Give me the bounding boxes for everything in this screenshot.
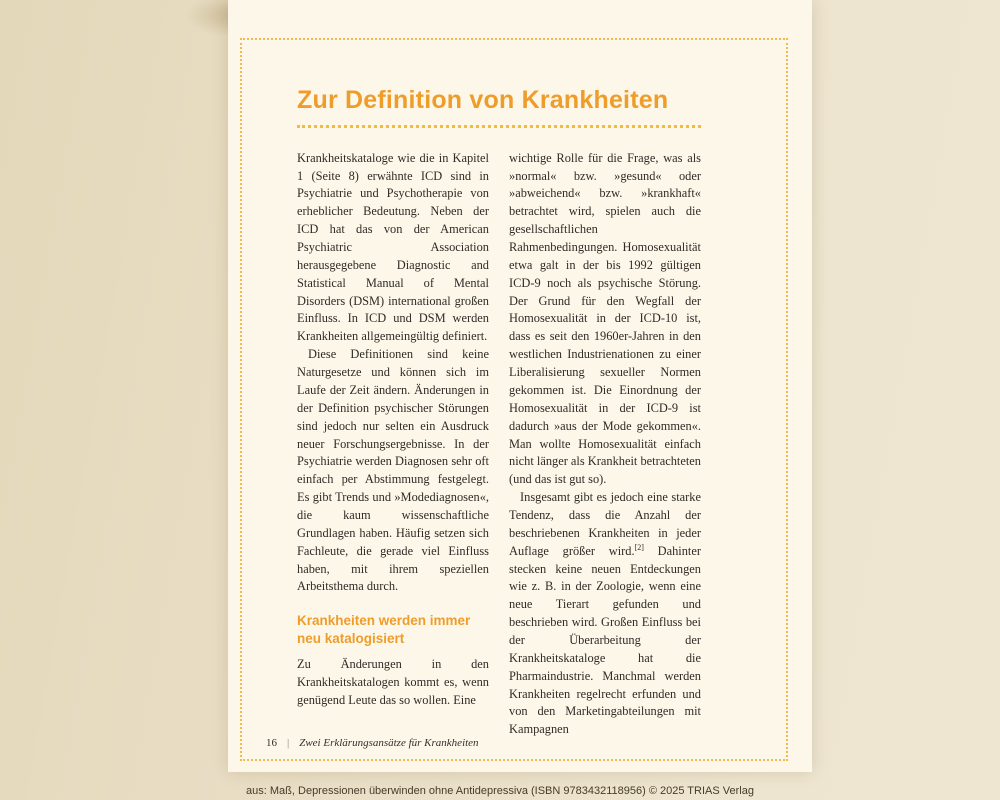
title-dotted-rule (297, 125, 701, 128)
right-column (509, 150, 701, 739)
paragraph: Zu Änderungen in den Krankheitskatalogen kommt es, wenn genügend Leute das so wollen. Eine (297, 657, 489, 708)
text-columns (297, 150, 701, 739)
page-number: 16 (266, 737, 277, 749)
paragraph: wichtige Rolle für die Frage, was als »normal« bzw. »gesund« oder »abweichend« bzw. »krankhaft« betrachtet wird, spielen auch die gesellschaftlichen Rahmenbedingungen. Homosexualität etwa galt in der bis 1992 gültigen ICD-9 noch als psychische Störung. Der Grund für den Wegfall der Homosexualität in der ICD-10 ist, dass es seit den 1960er-Jahren in den westlichen Industrienationen zu einer Liberalisierung sexueller Normen gekommen ist. Die Einordnung der Homosexualität in der ICD-9 ist dadurch »aus der Mode gekommen«. Man wollte Homosexualität einfach nicht länger als Krankheit betrachteten (und das ist gut so). (509, 150, 701, 487)
section-subheading: Krankheiten werden immer neu katalogisiert (297, 613, 471, 646)
paragraph-with-footnote (509, 489, 701, 739)
paragraph: Diese Definitionen sind keine Naturgesetze und können sich im Laufe der Zeit ändern. Änderungen in der Definition psychischer Störungen sind jedoch nur selten ein Ausdruck neuer Forschungsergebnisse. In der Psychiatrie werden Diagnosen sehr oft einfach per Abstimmung festgelegt. Es gibt Trends und »Modediagnosen«, die kaum wissenschaftliche Grundlagen haben. Häufig setzen sich Fachleute, die gerade viel Einfluss haben, mit ihrem speziellen Arbeitsthema durch. (297, 347, 489, 594)
paragraph-text: Dahinter stecken keine neuen Entdeckungen wie z. B. in der Zoologie, wenn eine neue Tierart gefunden und beschrieben wird. Großen Einfluss bei der Überarbeitung der Krankheitskataloge hat die Pharmaindustrie. Manchmal werden Krankheiten regelrecht erfunden und von den Marketingabteilungen mit Kampagnen (509, 543, 701, 737)
paragraph-text: Insgesamt gibt es jedoch eine starke Tendenz, dass die Anzahl der beschriebenen Krankheiten in jeder Auflage größer wird. (509, 490, 701, 558)
dotted-border-frame (240, 38, 788, 761)
left-column (297, 150, 489, 739)
paragraph: Krankheitskataloge wie die in Kapitel 1 (Seite 8) erwähnte ICD sind in Psychiatrie und Psychotherapie von erheblicher Bedeutung. Neben der ICD hat das von der American Psychiatric Association herausgegebene Diagnostic and Statistical Manual of Mental Disorders (DSM) international großen Einfluss. In ICD und DSM werden Krankheiten allgemeingültig definiert. (297, 150, 489, 344)
chapter-title: Zwei Erklärungsansätze für Krankheiten (299, 737, 479, 749)
footer-separator: | (287, 737, 290, 749)
page-content (242, 40, 786, 739)
page-footer (266, 737, 479, 749)
footnote-marker: [2] (634, 542, 644, 552)
page-title: Zur Definition von Krankheiten (297, 86, 669, 114)
book-page (228, 0, 812, 772)
source-attribution: aus: Maß, Depressionen überwinden ohne Antidepressiva (ISBN 9783432118956) © 2025 TRIAS Verlag (246, 785, 754, 797)
